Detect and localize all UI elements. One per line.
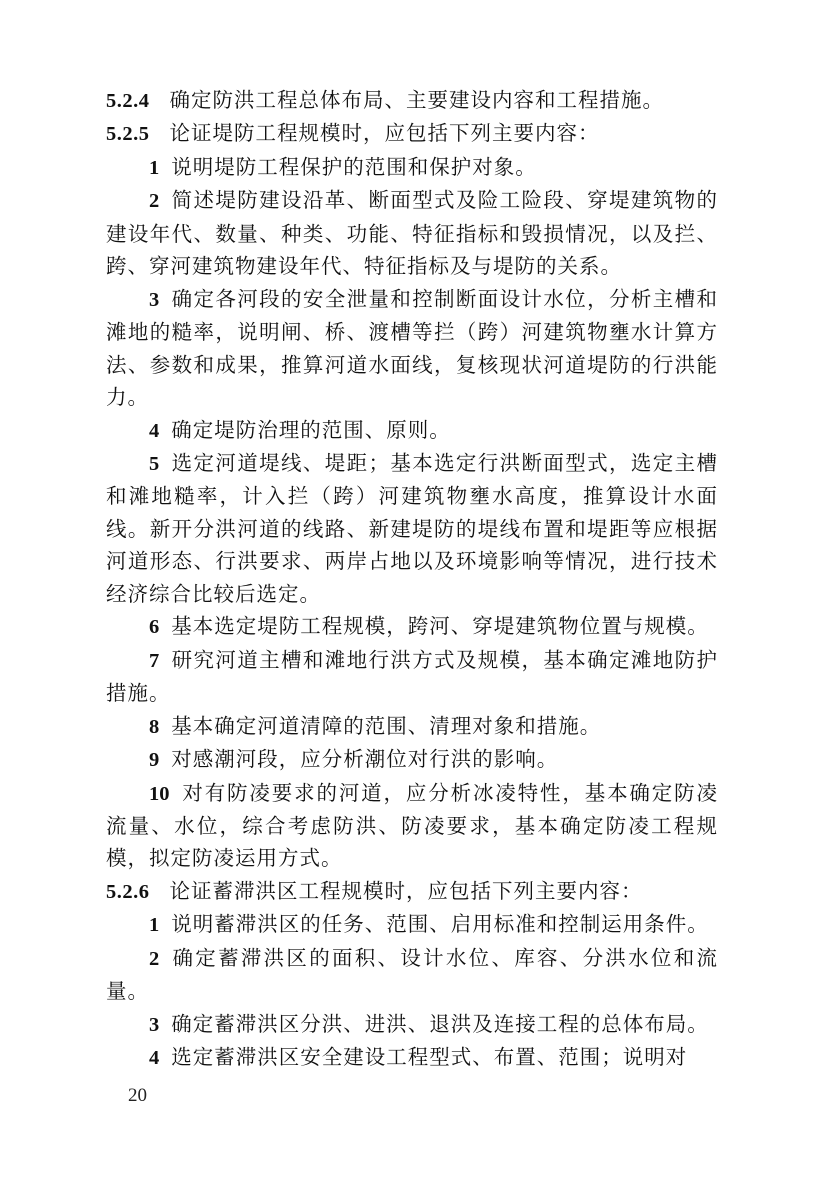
item-text: 确定堤防治理的范围、原则。 xyxy=(171,417,451,442)
item-text: 确定蓄滞洪区的面积、设计水位、库容、分洪水位和流量。 xyxy=(106,945,718,1004)
list-item xyxy=(106,777,718,875)
clause-text: 论证蓄滞洪区工程规模时，应包括下列主要内容： xyxy=(169,878,643,903)
item-number: 10 xyxy=(149,782,170,805)
item-text: 确定蓄滞洪区分洪、进洪、退洪及连接工程的总体布局。 xyxy=(171,1011,709,1036)
item-number: 2 xyxy=(149,190,160,213)
item-number: 4 xyxy=(149,1047,160,1070)
item-number: 1 xyxy=(149,914,160,937)
item-number: 6 xyxy=(149,616,160,639)
list-item xyxy=(106,610,718,643)
list-item xyxy=(106,283,718,414)
item-number: 4 xyxy=(149,419,160,442)
list-item xyxy=(106,414,718,447)
list-item xyxy=(106,1008,718,1041)
item-number: 1 xyxy=(149,156,160,179)
list-item xyxy=(106,942,718,1008)
item-text: 对有防凌要求的河道，应分析冰凌特性，基本确定防凌流量、水位，综合考虑防洪、防凌要求，基本确定防凌工程规模，拟定防凌运用方式。 xyxy=(106,780,718,871)
page-number: 20 xyxy=(128,1085,147,1106)
item-text: 基本确定河道清障的范围、清理对象和措施。 xyxy=(171,713,602,738)
item-number: 3 xyxy=(149,1013,160,1036)
clause-number: 5.2.4 xyxy=(106,90,150,112)
item-text: 简述堤防建设沿革、断面型式及险工险段、穿堤建筑物的建设年代、数量、种类、功能、特征指标和毁损情况，以及拦、跨、穿河建筑物建设年代、特征指标及与堤防的关系。 xyxy=(106,188,718,279)
item-text: 选定河道堤线、堤距；基本选定行洪断面型式，选定主槽和滩地糙率，计入拦（跨）河建筑物壅水高度，推算设计水面线。新开分洪河道的线路、新建堤防的堤线布置和堤距等应根据河道形态、行洪要求、两岸占地以及环境影响等情况，进行技术经济综合比较后选定。 xyxy=(106,450,718,606)
clause-text: 确定防洪工程总体布局、主要建设内容和工程措施。 xyxy=(169,88,664,112)
clause-number: 5.2.5 xyxy=(106,123,150,146)
item-number: 2 xyxy=(149,947,160,970)
list-item xyxy=(106,743,718,776)
item-number: 3 xyxy=(149,288,160,311)
item-text: 说明堤防工程保护的范围和保护对象。 xyxy=(171,154,537,179)
item-text: 对感潮河段，应分析潮位对行洪的影响。 xyxy=(171,747,559,772)
list-item xyxy=(106,908,718,941)
list-item xyxy=(106,447,718,610)
list-item xyxy=(106,1041,718,1074)
item-text: 说明蓄滞洪区的任务、范围、启用标准和控制运用条件。 xyxy=(171,912,709,937)
item-text: 确定各河段的安全泄量和控制断面设计水位，分析主槽和滩地的糙率，说明闸、桥、渡槽等拦（跨）河建筑物壅水计算方法、参数和成果，推算河道水面线，复核现状河道堤防的行洪能力。 xyxy=(106,286,718,410)
clause-number: 5.2.6 xyxy=(106,880,150,903)
item-number: 7 xyxy=(149,649,160,672)
item-text: 基本选定堤防工程规模，跨河、穿堤建筑物位置与规模。 xyxy=(171,614,709,639)
item-number: 5 xyxy=(149,452,160,475)
clause-5-2-6 xyxy=(106,875,718,908)
item-number: 9 xyxy=(149,749,160,772)
list-item xyxy=(106,184,718,282)
item-number: 8 xyxy=(149,715,160,738)
clause-5-2-4 xyxy=(106,84,718,117)
clause-text: 论证堤防工程规模时，应包括下列主要内容： xyxy=(169,121,600,146)
item-text: 研究河道主槽和滩地行洪方式及规模，基本确定滩地防护措施。 xyxy=(106,647,718,706)
list-item xyxy=(106,644,718,710)
list-item xyxy=(106,710,718,743)
document-body xyxy=(106,84,718,1075)
list-item xyxy=(106,151,718,184)
item-text: 选定蓄滞洪区安全建设工程型式、布置、范围；说明对 xyxy=(171,1045,688,1070)
clause-5-2-5 xyxy=(106,117,718,150)
